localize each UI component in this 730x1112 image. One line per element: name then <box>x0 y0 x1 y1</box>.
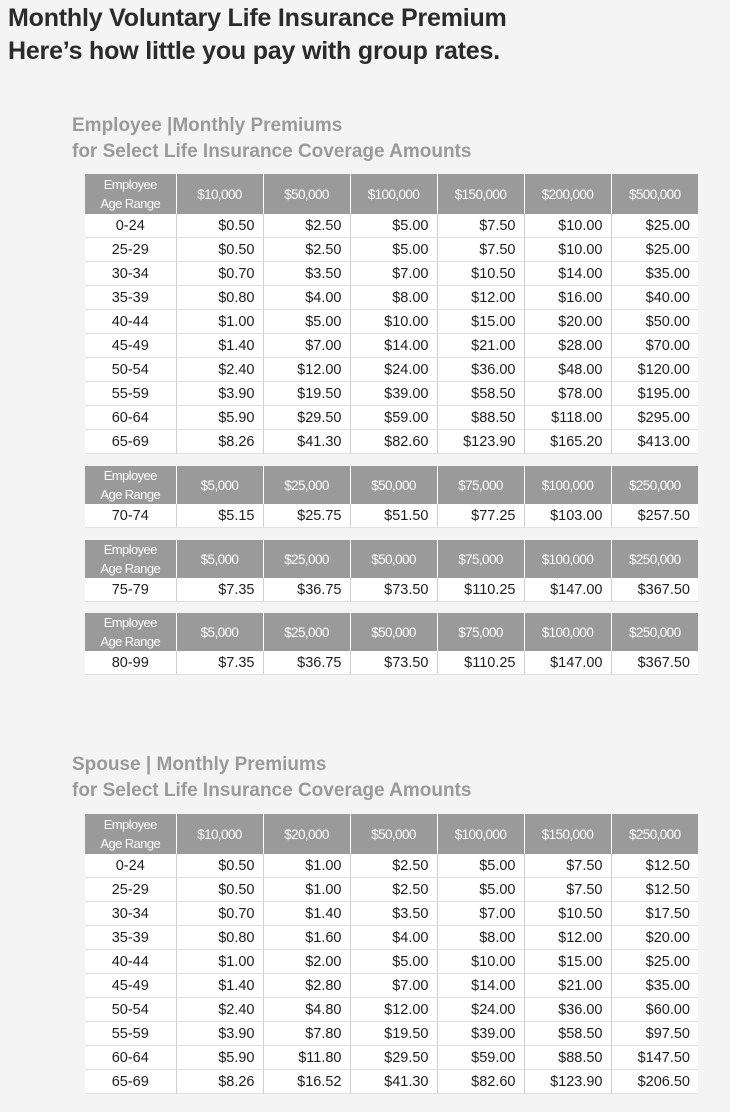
table-row <box>85 998 698 1022</box>
spouse-title-line-2: for Select Life Insurance Coverage Amounts <box>72 780 472 801</box>
premium-cell: $0.70 <box>176 902 263 926</box>
premium-cell: $21.00 <box>524 974 611 998</box>
premium-cell: $39.00 <box>350 382 437 406</box>
premium-cell: $5.00 <box>437 878 524 902</box>
premium-cell: $0.50 <box>176 214 263 238</box>
premium-cell: $195.00 <box>611 382 698 406</box>
age-range-header <box>85 613 176 651</box>
premium-cell: $0.80 <box>176 286 263 310</box>
premium-cell: $5.15 <box>176 504 263 528</box>
premium-cell: $77.25 <box>437 504 524 528</box>
premium-cell: $1.00 <box>263 854 350 878</box>
premium-cell: $7.50 <box>524 878 611 902</box>
coverage-amount-header: $200,000 <box>524 174 611 214</box>
premium-cell: $35.00 <box>611 974 698 998</box>
premium-cell: $110.25 <box>437 651 524 675</box>
headline-line-1: Monthly Voluntary Life Insurance Premium <box>8 4 507 32</box>
premium-cell: $2.80 <box>263 974 350 998</box>
premium-cell: $10.00 <box>350 310 437 334</box>
premium-cell: $88.50 <box>524 1046 611 1070</box>
premium-cell: $147.50 <box>611 1046 698 1070</box>
premium-cell: $5.00 <box>350 214 437 238</box>
age-header-line: Employee <box>103 615 157 630</box>
premium-cell: $7.00 <box>350 974 437 998</box>
spouse-section-title <box>72 752 471 804</box>
table-row <box>85 854 698 878</box>
premium-cell: $7.35 <box>176 651 263 675</box>
age-range-header <box>85 540 176 578</box>
table-row <box>85 1046 698 1070</box>
table-row <box>85 382 698 406</box>
premium-cell: $5.00 <box>437 854 524 878</box>
table-header-row <box>85 174 698 214</box>
table-row <box>85 286 698 310</box>
age-range-cell: 0-24 <box>85 854 176 878</box>
headline-line-2: Here’s how little you pay with group rates. <box>8 37 500 65</box>
coverage-amount-header: $50,000 <box>350 540 437 578</box>
age-range-cell: 65-69 <box>85 430 176 454</box>
age-header-line: Employee <box>103 177 157 192</box>
age-range-cell: 25-29 <box>85 238 176 262</box>
premium-cell: $41.30 <box>263 430 350 454</box>
premium-cell: $0.70 <box>176 262 263 286</box>
premium-cell: $25.00 <box>611 238 698 262</box>
coverage-amount-header: $50,000 <box>350 466 437 504</box>
premium-cell: $103.00 <box>524 504 611 528</box>
age-range-header <box>85 174 176 214</box>
premium-cell: $12.50 <box>611 854 698 878</box>
table-header-row <box>85 613 698 651</box>
premium-cell: $3.90 <box>176 1022 263 1046</box>
premium-cell: $10.00 <box>437 950 524 974</box>
coverage-amount-header: $5,000 <box>176 540 263 578</box>
employee-premium-table-75-79 <box>85 540 698 602</box>
coverage-amount-header: $50,000 <box>263 174 350 214</box>
premium-cell: $2.50 <box>263 238 350 262</box>
premium-cell: $0.80 <box>176 926 263 950</box>
coverage-amount-header: $100,000 <box>437 814 524 854</box>
coverage-amount-header: $10,000 <box>176 174 263 214</box>
premium-cell: $36.75 <box>263 578 350 602</box>
premium-cell: $11.80 <box>263 1046 350 1070</box>
premium-cell: $0.50 <box>176 878 263 902</box>
premium-cell: $7.35 <box>176 578 263 602</box>
table-row <box>85 504 698 528</box>
premium-cell: $60.00 <box>611 998 698 1022</box>
premium-cell: $2.50 <box>350 878 437 902</box>
table-row <box>85 406 698 430</box>
premium-cell: $17.50 <box>611 902 698 926</box>
age-header-line: Age Range <box>100 836 161 851</box>
page-headline <box>8 2 507 68</box>
age-range-cell: 30-34 <box>85 902 176 926</box>
table-row <box>85 214 698 238</box>
coverage-amount-header: $250,000 <box>611 466 698 504</box>
premium-cell: $48.00 <box>524 358 611 382</box>
coverage-amount-header: $50,000 <box>350 814 437 854</box>
coverage-amount-header: $250,000 <box>611 613 698 651</box>
age-range-cell: 45-49 <box>85 974 176 998</box>
premium-cell: $2.40 <box>176 358 263 382</box>
coverage-amount-header: $100,000 <box>350 174 437 214</box>
premium-cell: $21.00 <box>437 334 524 358</box>
premium-cell: $14.00 <box>437 974 524 998</box>
spouse-title-line-1: Spouse | Monthly Premiums <box>72 754 327 775</box>
premium-cell: $82.60 <box>437 1070 524 1094</box>
premium-cell: $3.90 <box>176 382 263 406</box>
premium-cell: $70.00 <box>611 334 698 358</box>
premium-cell: $12.00 <box>263 358 350 382</box>
premium-cell: $7.50 <box>437 238 524 262</box>
premium-cell: $1.00 <box>263 878 350 902</box>
age-range-cell: 40-44 <box>85 950 176 974</box>
age-header-line: Age Range <box>100 634 161 649</box>
premium-cell: $5.00 <box>350 238 437 262</box>
table-row <box>85 334 698 358</box>
table-header-row <box>85 814 698 854</box>
age-header-line: Employee <box>103 542 157 557</box>
premium-cell: $25.75 <box>263 504 350 528</box>
premium-cell: $147.00 <box>524 578 611 602</box>
premium-cell: $25.00 <box>611 214 698 238</box>
age-range-cell: 65-69 <box>85 1070 176 1094</box>
premium-cell: $10.50 <box>437 262 524 286</box>
coverage-amount-header: $100,000 <box>524 540 611 578</box>
premium-cell: $50.00 <box>611 310 698 334</box>
age-range-header <box>85 466 176 504</box>
table-row <box>85 974 698 998</box>
table-row <box>85 262 698 286</box>
age-range-cell: 70-74 <box>85 504 176 528</box>
coverage-amount-header: $5,000 <box>176 613 263 651</box>
premium-cell: $8.26 <box>176 1070 263 1094</box>
coverage-amount-header: $10,000 <box>176 814 263 854</box>
premium-cell: $12.00 <box>524 926 611 950</box>
premium-cell: $367.50 <box>611 651 698 675</box>
premium-cell: $78.00 <box>524 382 611 406</box>
premium-cell: $8.00 <box>350 286 437 310</box>
table-header-row <box>85 466 698 504</box>
coverage-amount-header: $100,000 <box>524 613 611 651</box>
premium-cell: $19.50 <box>263 382 350 406</box>
premium-cell: $29.50 <box>350 1046 437 1070</box>
premium-cell: $14.00 <box>524 262 611 286</box>
premium-cell: $0.50 <box>176 854 263 878</box>
premium-cell: $7.00 <box>350 262 437 286</box>
age-range-cell: 0-24 <box>85 214 176 238</box>
premium-cell: $1.00 <box>176 950 263 974</box>
premium-cell: $5.00 <box>263 310 350 334</box>
premium-cell: $16.00 <box>524 286 611 310</box>
table-row <box>85 926 698 950</box>
coverage-amount-header: $25,000 <box>263 613 350 651</box>
premium-cell: $165.20 <box>524 430 611 454</box>
premium-cell: $36.75 <box>263 651 350 675</box>
premium-cell: $7.00 <box>263 334 350 358</box>
age-header-line: Age Range <box>100 196 161 211</box>
premium-cell: $14.00 <box>350 334 437 358</box>
coverage-amount-header: $25,000 <box>263 540 350 578</box>
premium-cell: $123.90 <box>524 1070 611 1094</box>
premium-cell: $7.80 <box>263 1022 350 1046</box>
age-header-line: Age Range <box>100 487 161 502</box>
spouse-premium-table <box>85 814 698 1094</box>
premium-cell: $5.90 <box>176 1046 263 1070</box>
employee-title-line-2: for Select Life Insurance Coverage Amounts <box>72 141 472 162</box>
table-row <box>85 651 698 675</box>
premium-cell: $123.90 <box>437 430 524 454</box>
premium-cell: $97.50 <box>611 1022 698 1046</box>
premium-cell: $118.00 <box>524 406 611 430</box>
employee-section-title <box>72 113 471 165</box>
premium-cell: $12.00 <box>437 286 524 310</box>
premium-cell: $20.00 <box>611 926 698 950</box>
premium-cell: $1.40 <box>176 334 263 358</box>
premium-cell: $73.50 <box>350 578 437 602</box>
premium-cell: $110.25 <box>437 578 524 602</box>
premium-cell: $1.60 <box>263 926 350 950</box>
premium-cell: $2.50 <box>263 214 350 238</box>
coverage-amount-header: $100,000 <box>524 466 611 504</box>
premium-cell: $15.00 <box>437 310 524 334</box>
age-range-cell: 35-39 <box>85 286 176 310</box>
table-row <box>85 1070 698 1094</box>
premium-cell: $40.00 <box>611 286 698 310</box>
age-header-line: Age Range <box>100 561 161 576</box>
employee-premium-table-70-74 <box>85 466 698 528</box>
premium-cell: $15.00 <box>524 950 611 974</box>
premium-cell: $82.60 <box>350 430 437 454</box>
premium-cell: $12.50 <box>611 878 698 902</box>
coverage-amount-header: $75,000 <box>437 613 524 651</box>
premium-cell: $413.00 <box>611 430 698 454</box>
premium-cell: $10.00 <box>524 238 611 262</box>
premium-cell: $147.00 <box>524 651 611 675</box>
age-range-cell: 60-64 <box>85 406 176 430</box>
premium-cell: $2.50 <box>350 854 437 878</box>
premium-cell: $4.80 <box>263 998 350 1022</box>
premium-cell: $16.52 <box>263 1070 350 1094</box>
premium-cell: $4.00 <box>350 926 437 950</box>
employee-premium-table-1 <box>85 174 698 454</box>
premium-cell: $1.40 <box>263 902 350 926</box>
table-row <box>85 358 698 382</box>
premium-cell: $8.26 <box>176 430 263 454</box>
premium-cell: $7.50 <box>437 214 524 238</box>
coverage-amount-header: $250,000 <box>611 814 698 854</box>
age-range-cell: 55-59 <box>85 382 176 406</box>
age-range-cell: 45-49 <box>85 334 176 358</box>
coverage-amount-header: $75,000 <box>437 466 524 504</box>
premium-cell: $5.00 <box>350 950 437 974</box>
premium-cell: $367.50 <box>611 578 698 602</box>
table-row <box>85 950 698 974</box>
premium-cell: $88.50 <box>437 406 524 430</box>
premium-cell: $28.00 <box>524 334 611 358</box>
employee-title-line-1: Employee |Monthly Premiums <box>72 115 343 136</box>
table-row <box>85 902 698 926</box>
premium-cell: $2.40 <box>176 998 263 1022</box>
premium-cell: $295.00 <box>611 406 698 430</box>
age-range-cell: 60-64 <box>85 1046 176 1070</box>
age-range-header <box>85 814 176 854</box>
age-range-cell: 40-44 <box>85 310 176 334</box>
premium-cell: $41.30 <box>350 1070 437 1094</box>
coverage-amount-header: $150,000 <box>524 814 611 854</box>
employee-premium-table-80-99 <box>85 613 698 675</box>
table-row <box>85 310 698 334</box>
premium-cell: $36.00 <box>437 358 524 382</box>
premium-cell: $58.50 <box>524 1022 611 1046</box>
premium-cell: $12.00 <box>350 998 437 1022</box>
age-range-cell: 30-34 <box>85 262 176 286</box>
coverage-amount-header: $5,000 <box>176 466 263 504</box>
premium-cell: $25.00 <box>611 950 698 974</box>
age-range-cell: 50-54 <box>85 358 176 382</box>
premium-cell: $20.00 <box>524 310 611 334</box>
coverage-amount-header: $50,000 <box>350 613 437 651</box>
premium-cell: $29.50 <box>263 406 350 430</box>
table-row <box>85 578 698 602</box>
premium-cell: $4.00 <box>263 286 350 310</box>
premium-cell: $24.00 <box>350 358 437 382</box>
premium-cell: $73.50 <box>350 651 437 675</box>
premium-cell: $59.00 <box>350 406 437 430</box>
table-row <box>85 238 698 262</box>
age-range-cell: 75-79 <box>85 578 176 602</box>
premium-cell: $120.00 <box>611 358 698 382</box>
coverage-amount-header: $20,000 <box>263 814 350 854</box>
coverage-amount-header: $250,000 <box>611 540 698 578</box>
premium-cell: $19.50 <box>350 1022 437 1046</box>
premium-cell: $0.50 <box>176 238 263 262</box>
premium-cell: $1.40 <box>176 974 263 998</box>
coverage-amount-header: $75,000 <box>437 540 524 578</box>
premium-cell: $51.50 <box>350 504 437 528</box>
age-range-cell: 35-39 <box>85 926 176 950</box>
coverage-amount-header: $150,000 <box>437 174 524 214</box>
premium-cell: $5.90 <box>176 406 263 430</box>
age-range-cell: 25-29 <box>85 878 176 902</box>
table-header-row <box>85 540 698 578</box>
coverage-amount-header: $25,000 <box>263 466 350 504</box>
premium-cell: $10.00 <box>524 214 611 238</box>
coverage-amount-header: $500,000 <box>611 174 698 214</box>
premium-cell: $39.00 <box>437 1022 524 1046</box>
table-row <box>85 878 698 902</box>
premium-cell: $7.00 <box>437 902 524 926</box>
table-row <box>85 1022 698 1046</box>
premium-cell: $3.50 <box>263 262 350 286</box>
premium-cell: $7.50 <box>524 854 611 878</box>
age-header-line: Employee <box>103 817 157 832</box>
premium-cell: $58.50 <box>437 382 524 406</box>
premium-cell: $2.00 <box>263 950 350 974</box>
premium-cell: $59.00 <box>437 1046 524 1070</box>
premium-cell: $1.00 <box>176 310 263 334</box>
premium-cell: $35.00 <box>611 262 698 286</box>
premium-cell: $257.50 <box>611 504 698 528</box>
age-header-line: Employee <box>103 468 157 483</box>
table-row <box>85 430 698 454</box>
age-range-cell: 50-54 <box>85 998 176 1022</box>
premium-cell: $206.50 <box>611 1070 698 1094</box>
age-range-cell: 55-59 <box>85 1022 176 1046</box>
premium-cell: $36.00 <box>524 998 611 1022</box>
premium-cell: $24.00 <box>437 998 524 1022</box>
premium-cell: $3.50 <box>350 902 437 926</box>
premium-cell: $10.50 <box>524 902 611 926</box>
premium-cell: $8.00 <box>437 926 524 950</box>
age-range-cell: 80-99 <box>85 651 176 675</box>
